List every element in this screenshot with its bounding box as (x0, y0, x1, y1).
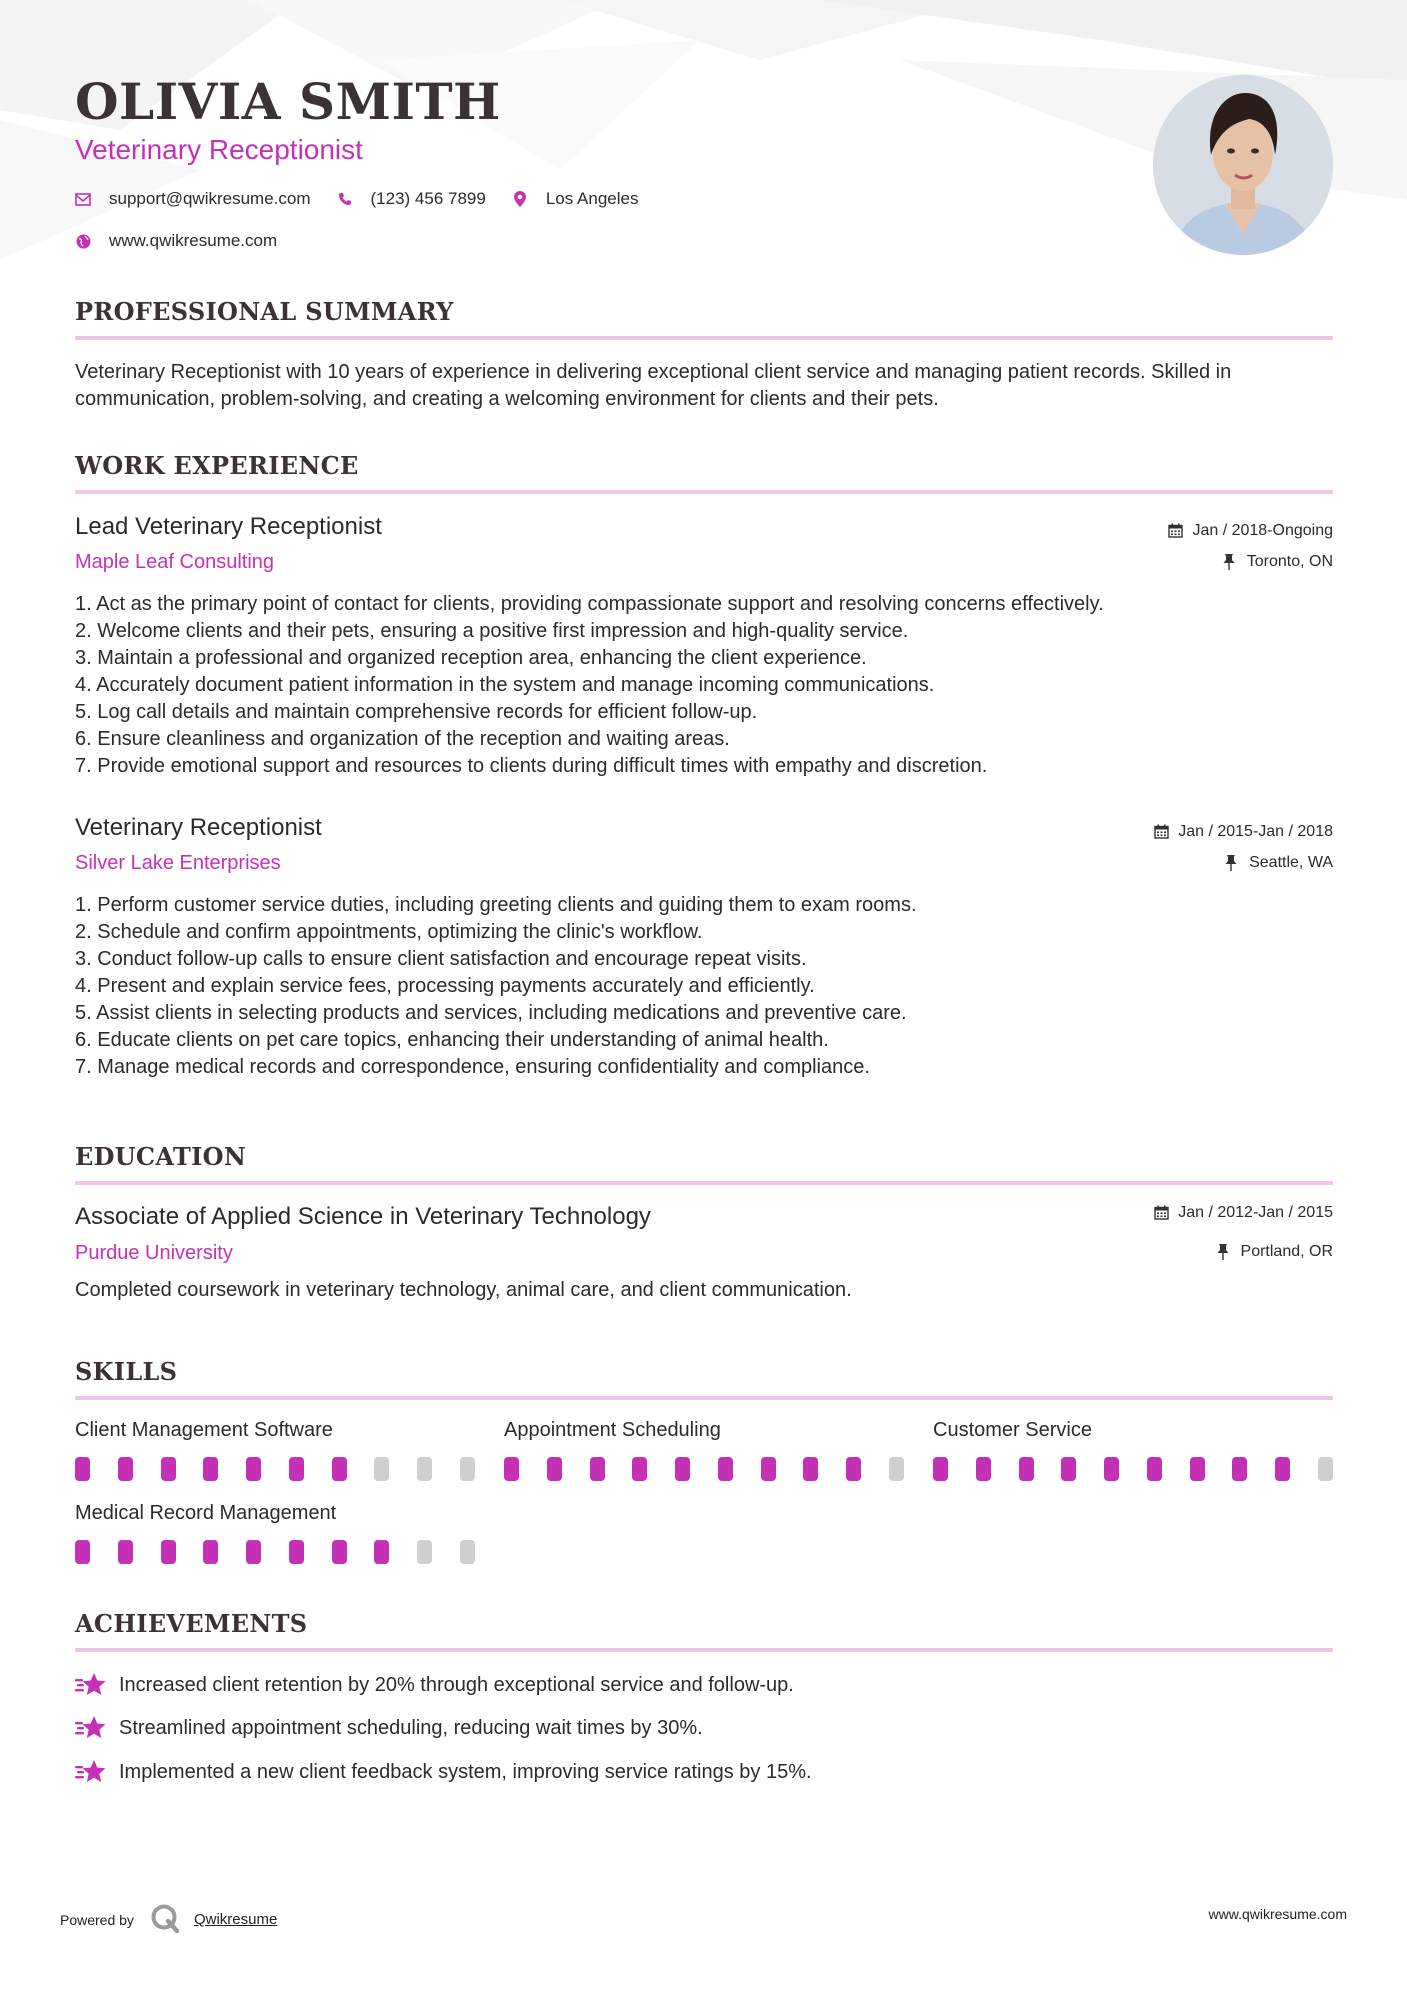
duty-item: 3. Maintain a professional and organized reception area, enhancing the client experience. (75, 647, 867, 669)
education-location (1217, 1243, 1333, 1261)
education-school: Purdue University (75, 1242, 233, 1264)
achievement-text: Increased client retention by 20% through exceptional service and follow-up. (119, 1673, 794, 1696)
pushpin-icon (1225, 855, 1241, 871)
education-degree: Associate of Applied Science in Veterinary Technology (75, 1203, 651, 1230)
duty-item: 1. Perform customer service duties, including greeting clients and guiding them to exam rooms. (75, 894, 917, 916)
skill-dot-filled (246, 1457, 261, 1481)
envelope-icon (75, 191, 91, 207)
job-title: Lead Veterinary Receptionist (75, 513, 382, 540)
section-title-education: EDUCATION (75, 1142, 247, 1171)
qwikresume-logo-icon (150, 1903, 180, 1936)
skill-name: Medical Record Management (75, 1502, 337, 1524)
skill-item (75, 1419, 475, 1481)
skill-dot-filled (203, 1457, 218, 1481)
star-icon (75, 1758, 107, 1786)
skill-dot-filled (803, 1457, 818, 1481)
star-icon (75, 1671, 107, 1699)
skill-dot-filled (161, 1457, 176, 1481)
brand-link[interactable]: Qwikresume (193, 1911, 278, 1928)
job-dates-text: Jan / 2018-Ongoing (1192, 522, 1333, 539)
skill-dot-empty (889, 1457, 904, 1481)
skill-dot-filled (1061, 1457, 1076, 1481)
skill-dot-filled (846, 1457, 861, 1481)
duty-item: 6. Educate clients on pet care topics, enhancing their understanding of animal health. (75, 1029, 829, 1051)
section-title-achievements: ACHIEVEMENTS (75, 1609, 308, 1638)
skill-dot-filled (718, 1457, 733, 1481)
skill-dot-filled (675, 1457, 690, 1481)
skill-dot-empty (460, 1457, 475, 1481)
section-divider (75, 336, 1333, 340)
achievement-item (75, 1671, 794, 1699)
skill-rating (504, 1457, 904, 1481)
job-location-text: Seattle, WA (1249, 854, 1333, 871)
profile-photo (1153, 75, 1333, 255)
star-icon (75, 1714, 107, 1742)
achievement-item (75, 1714, 703, 1742)
skill-dot-empty (417, 1540, 432, 1564)
achievement-text: Implemented a new client feedback system, improving service ratings by 15%. (119, 1760, 812, 1783)
contact-website-text: www.qwikresume.com (109, 231, 278, 250)
skill-dot-filled (976, 1457, 991, 1481)
skill-dot-filled (75, 1540, 90, 1564)
contact-location (512, 189, 639, 209)
duty-item: 2. Welcome clients and their pets, ensuring a positive first impression and high-quality service. (75, 620, 909, 642)
skill-item (933, 1419, 1333, 1481)
skill-dot-filled (75, 1457, 90, 1481)
section-title-skills: SKILLS (75, 1357, 178, 1386)
calendar-icon (1168, 523, 1184, 539)
skill-dot-filled (761, 1457, 776, 1481)
education-dates (1154, 1204, 1333, 1222)
duty-item: 5. Assist clients in selecting products and services, including medications and preventive care. (75, 1002, 907, 1024)
skill-dot-filled (933, 1457, 948, 1481)
job-duties-list (75, 591, 1333, 780)
calendar-icon (1154, 1205, 1170, 1221)
duty-item: 7. Manage medical records and correspondence, ensuring confidentiality and compliance. (75, 1056, 870, 1078)
skill-name: Appointment Scheduling (504, 1419, 721, 1441)
job-dates (1168, 522, 1333, 540)
education-location-text: Portland, OR (1240, 1243, 1333, 1260)
pushpin-icon (1223, 554, 1239, 570)
job-location (1225, 854, 1333, 872)
duty-item: 2. Schedule and confirm appointments, optimizing the clinic's workflow. (75, 921, 703, 943)
skill-dot-empty (460, 1540, 475, 1564)
skill-dot-filled (332, 1540, 347, 1564)
skill-name: Customer Service (933, 1419, 1092, 1441)
section-divider (75, 1648, 1333, 1652)
contact-phone[interactable] (337, 189, 486, 209)
section-title-summary: PROFESSIONAL SUMMARY (75, 297, 454, 326)
duty-item: 1. Act as the primary point of contact for clients, providing compassionate support and resolving concerns effectively. (75, 593, 1104, 615)
duty-item: 4. Accurately document patient information in the system and manage incoming communications. (75, 674, 935, 696)
globe-icon (75, 233, 91, 249)
duty-item: 7. Provide emotional support and resources to clients during difficult times with empathy and discretion. (75, 755, 988, 777)
candidate-role: Veterinary Receptionist (75, 134, 363, 165)
contact-phone-text: (123) 456 7899 (370, 189, 486, 208)
duty-item: 5. Log call details and maintain comprehensive records for efficient follow-up. (75, 701, 758, 723)
skill-rating (75, 1457, 475, 1481)
skill-dot-empty (1318, 1457, 1333, 1481)
skill-dot-filled (547, 1457, 562, 1481)
phone-icon (337, 191, 353, 207)
skill-name: Client Management Software (75, 1419, 333, 1441)
skill-dot-filled (118, 1540, 133, 1564)
skill-rating (933, 1457, 1333, 1481)
skill-dot-empty (417, 1457, 432, 1481)
section-title-experience: WORK EXPERIENCE (75, 451, 359, 480)
skill-dot-filled (1232, 1457, 1247, 1481)
contact-email-text: support@qwikresume.com (109, 189, 311, 208)
job-company: Maple Leaf Consulting (75, 551, 275, 573)
skill-dot-filled (246, 1540, 261, 1564)
section-divider (75, 490, 1333, 494)
achievement-item (75, 1758, 812, 1786)
skill-dot-filled (289, 1457, 304, 1481)
skill-dot-filled (203, 1540, 218, 1564)
contact-row (75, 189, 664, 209)
map-pin-icon (512, 191, 528, 207)
contact-location-text: Los Angeles (545, 189, 639, 208)
skill-dot-filled (632, 1457, 647, 1481)
education-dates-text: Jan / 2012-Jan / 2015 (1178, 1204, 1333, 1221)
job-location-text: Toronto, ON (1246, 553, 1333, 570)
section-divider (75, 1396, 1333, 1400)
skill-dot-filled (1275, 1457, 1290, 1481)
skill-dot-filled (590, 1457, 605, 1481)
skill-dot-filled (118, 1457, 133, 1481)
footer-website[interactable]: www.qwikresume.com (1208, 1906, 1347, 1922)
skill-dot-filled (1147, 1457, 1162, 1481)
duty-item: 4. Present and explain service fees, processing payments accurately and efficiently. (75, 975, 815, 997)
skill-dot-filled (1019, 1457, 1034, 1481)
job-dates-text: Jan / 2015-Jan / 2018 (1178, 823, 1333, 840)
skill-dot-filled (504, 1457, 519, 1481)
pushpin-icon (1217, 1244, 1233, 1260)
skill-item (75, 1502, 475, 1564)
duty-item: 6. Ensure cleanliness and organization of the reception and waiting areas. (75, 728, 730, 750)
achievement-text: Streamlined appointment scheduling, reducing wait times by 30%. (119, 1716, 703, 1739)
job-company: Silver Lake Enterprises (75, 852, 281, 874)
job-duties-list (75, 892, 1333, 1081)
skill-item (504, 1419, 904, 1481)
summary-text: Veterinary Receptionist with 10 years of experience in delivering exceptional client service and managing patient records. Skilled in communication, problem-solving, and creating a welcoming environment for clients and their pets. (75, 361, 1232, 410)
job-dates (1154, 823, 1333, 841)
skill-dot-filled (1104, 1457, 1119, 1481)
skill-dot-filled (1190, 1457, 1205, 1481)
skill-dot-empty (374, 1457, 389, 1481)
duty-item: 3. Conduct follow-up calls to ensure client satisfaction and encourage repeat visits. (75, 948, 807, 970)
calendar-icon (1154, 824, 1170, 840)
contact-email[interactable] (75, 189, 311, 209)
education-description: Completed coursework in veterinary technology, animal care, and client communication. (75, 1279, 852, 1301)
skill-rating (75, 1540, 475, 1564)
skill-dot-filled (161, 1540, 176, 1564)
contact-website[interactable] (75, 231, 277, 251)
job-title: Veterinary Receptionist (75, 814, 322, 841)
job-location (1223, 553, 1333, 571)
powered-by-label: Powered by (60, 1911, 134, 1928)
skill-dot-filled (289, 1540, 304, 1564)
skill-dot-filled (374, 1540, 389, 1564)
section-divider (75, 1181, 1333, 1185)
candidate-name: OLIVIA SMITH (75, 72, 501, 131)
footer-powered-by (60, 1903, 277, 1936)
skill-dot-filled (332, 1457, 347, 1481)
